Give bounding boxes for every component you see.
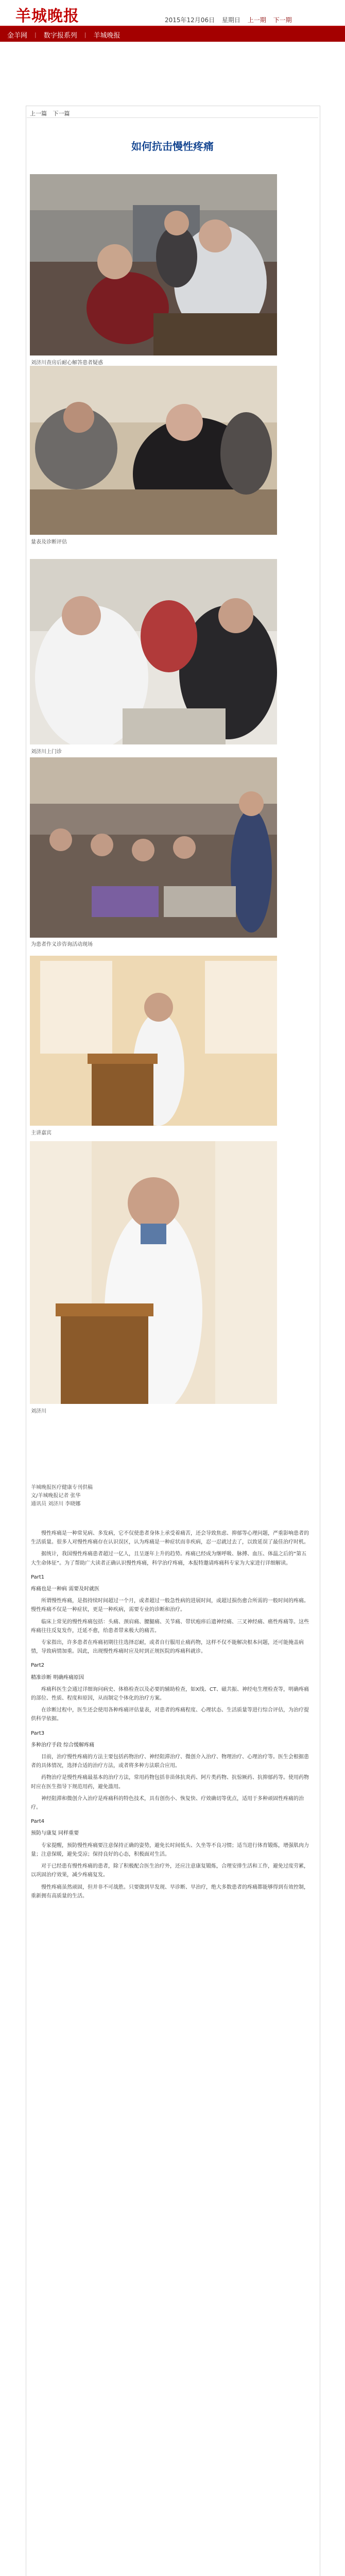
section-subheading: 疼痛也是一种病 需要及时就医 bbox=[31, 1586, 100, 1592]
section-heading: Part2 bbox=[31, 1663, 45, 1669]
photo-doctor-ward bbox=[30, 174, 277, 355]
top-nav bbox=[0, 27, 345, 42]
masthead bbox=[0, 0, 345, 27]
body-paragraph: 临床上常见的慢性疼痛包括：头痛、颈肩痛、腰腿痛、关节痛、带状疱疹后遗神经痛、三叉神经痛、癌性疼痛等。这些疼痛往往反复发作，迁延不愈，给患者带来极大的痛苦。 bbox=[31, 1619, 309, 1634]
nav-item-series[interactable]: 数字报系列 bbox=[43, 31, 77, 40]
next-article-link[interactable]: 下一篇 bbox=[53, 110, 70, 117]
photo-caption: 刘济川上门诊 bbox=[31, 749, 62, 755]
article-pager bbox=[30, 109, 74, 117]
section-subheading: 多种治疗手段 综合缓解疼痛 bbox=[31, 1742, 95, 1748]
body-paragraph: 据统计，我国慢性疼痛患者超过一亿人，且呈逐年上升的趋势。疼痛已经成为继呼吸、脉搏、血压、体温之后的“第五大生命体征”。为了帮助广大读者正确认识慢性疼痛，科学治疗疼痛，本报特邀请疼痛科专家为大家进行详细解读。 bbox=[31, 1551, 307, 1566]
prev-issue-link[interactable]: 上一期 bbox=[247, 16, 266, 24]
photo-doctor-portrait bbox=[30, 1141, 277, 1404]
photo-assessment bbox=[30, 366, 277, 535]
body-paragraph: 药物治疗是慢性疼痛最基本的治疗方法，常用药物包括非甾体抗炎药、阿片类药物、抗惊厥药、抗抑郁药等。使用药物时应在医生指导下规范用药，避免滥用。 bbox=[31, 1775, 309, 1790]
byline-correspondent: 通讯员 刘济川 李晓娜 bbox=[31, 1501, 81, 1507]
body-paragraph: 所谓慢性疼痛，是指持续时间超过一个月，或者超过一般急性病的进展时间，或超过损伤愈合所需的一般时间的疼痛。慢性疼痛不仅是一种症状，更是一种疾病，需要专业的诊断和治疗。 bbox=[31, 1598, 309, 1613]
photo-speaker-podium bbox=[30, 956, 277, 1126]
body-paragraph: 疼痛科医生会通过详细询问病史、体格检查以及必要的辅助检查，如X线、CT、磁共振、神经电生理检查等，明确疼痛的部位、性质、程度和原因，从而制定个体化的治疗方案。 bbox=[31, 1686, 309, 1702]
next-issue-link[interactable]: 下一期 bbox=[273, 16, 292, 24]
nav-item-ycwb[interactable]: 羊城晚报 bbox=[93, 31, 120, 40]
newspaper-logo[interactable]: 羊城晚报 bbox=[15, 7, 79, 25]
photo-caption: 为患者作义诊咨询活动现场 bbox=[31, 942, 93, 947]
body-paragraph: 对于已经患有慢性疼痛的患者，除了积极配合医生治疗外，还应注意康复锻炼，合理安排生活和工作，避免过度劳累，以巩固治疗效果，减少疼痛复发。 bbox=[31, 1863, 309, 1878]
body-paragraph: 慢性疼痛是一种常见病、多发病，它不仅使患者身体上承受着痛苦，还会导致焦虑、抑郁等心理问题，严重影响患者的生活质量。很多人对慢性疼痛存在认识误区，认为疼痛是一种症状而非疾病，忍一忍就过去了，以致延误了最佳治疗时机。 bbox=[31, 1531, 309, 1546]
issue-date: 2015年12月06日 bbox=[165, 16, 215, 24]
nav-item-jinyang[interactable]: 金羊网 bbox=[7, 31, 28, 40]
body-paragraph: 慢性疼痛虽然顽固，但并非不可战胜。只要做到早发现、早诊断、早治疗，绝大多数患者的疼痛都能够得到有效控制，重新拥有高质量的生活。 bbox=[31, 1884, 309, 1899]
byline-source: 羊城晚报医疗健康专刊供稿 bbox=[31, 1485, 93, 1490]
photo-caption: 刘济川查房后耐心解答患者疑惑 bbox=[31, 360, 103, 366]
photo-caption: 主讲嘉宾 bbox=[31, 1130, 51, 1136]
photo-outpatient bbox=[30, 559, 277, 744]
nav-separator: | bbox=[34, 31, 37, 38]
section-heading: Part3 bbox=[31, 1730, 45, 1736]
nav-separator: | bbox=[84, 31, 87, 38]
byline bbox=[31, 1484, 93, 1509]
body-paragraph: 专家提醒，预防慢性疼痛要注意保持正确的姿势，避免长时间低头、久坐等不良习惯；适当进行体育锻炼，增强肌肉力量；注意保暖，避免受凉；保持良好的心态，积极面对生活。 bbox=[31, 1842, 309, 1857]
section-heading: Part1 bbox=[31, 1574, 45, 1580]
body-paragraph: 在诊断过程中，医生还会使用各种疼痛评估量表，对患者的疼痛程度、心理状态、生活质量等进行综合评估，为治疗提供科学依据。 bbox=[31, 1707, 309, 1722]
section-heading: Part4 bbox=[31, 1819, 45, 1825]
section-subheading: 预防与康复 同样重要 bbox=[31, 1831, 79, 1837]
photo-caption: 量表及诊断评估 bbox=[31, 539, 67, 545]
issue-meta bbox=[165, 15, 297, 24]
article-title: 如何抗击慢性疼痛 bbox=[131, 140, 214, 152]
photo-caption: 刘济川 bbox=[31, 1409, 46, 1414]
byline-reporter: 文/羊城晚报记者 张华 bbox=[31, 1493, 81, 1499]
body-paragraph: 专家指出，许多患者在疼痛初期往往选择忍耐，或者自行服用止痛药物，这样不仅不能解决根本问题，还可能掩盖病情，导致病情加重。因此，出现慢性疼痛时应及时到正规医院的疼痛科就诊。 bbox=[31, 1640, 304, 1655]
divider bbox=[27, 117, 318, 118]
section-subheading: 精准诊断 明确疼痛原因 bbox=[31, 1674, 84, 1681]
body-paragraph: 神经阻滞和微创介入治疗是疼痛科的特色技术，具有创伤小、恢复快、疗效确切等优点，适用于多种顽固性疼痛的治疗。 bbox=[31, 1795, 304, 1811]
photo-free-clinic bbox=[30, 757, 277, 938]
issue-weekday: 星期日 bbox=[221, 16, 240, 24]
article-body bbox=[31, 1529, 309, 1904]
prev-article-link[interactable]: 上一篇 bbox=[30, 110, 47, 117]
body-paragraph: 目前，治疗慢性疼痛的方法主要包括药物治疗、神经阻滞治疗、微创介入治疗、物理治疗、心理治疗等。医生会根据患者的具体情况，选择合适的治疗方法，或者将多种方法联合应用。 bbox=[31, 1754, 309, 1769]
